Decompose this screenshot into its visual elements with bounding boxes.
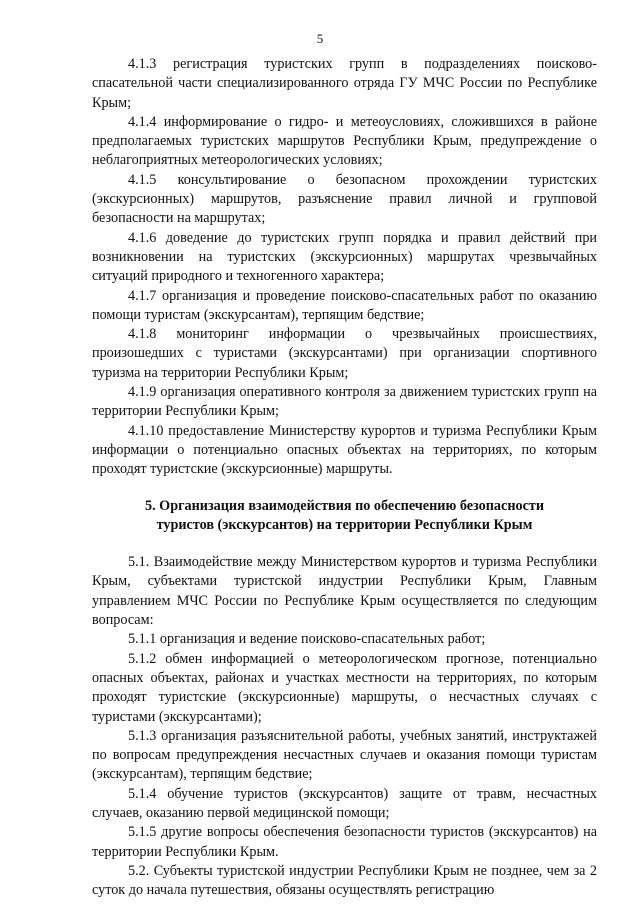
clause-5-1-4: 5.1.4 обучение туристов (экскурсантов) защите от травм, несчастных случаев, оказанию первой медицинской помощи; bbox=[92, 785, 597, 821]
clause-4-1-8: 4.1.8 мониторинг информации о чрезвычайных происшествиях, произошедших с туристами (экскурсантами) при организации спортивного туризма на территории Республики Крым; bbox=[92, 326, 597, 381]
clause-5-1-5: 5.1.5 другие вопросы обеспечения безопасности туристов (экскурсантов) на территории Республики Крым. bbox=[92, 824, 597, 860]
clause-4-1-6: 4.1.6 доведение до туристских групп порядка и правил действий при возникновении на туристских (экскурсионных) маршрутах чрезвычайных ситуаций природного и техногенного характера; bbox=[92, 229, 597, 285]
page-number: 5 bbox=[316, 31, 324, 46]
clause-5-1-1: 5.1.1 организация и ведение поисково-спасательных работ; bbox=[128, 631, 486, 648]
clause-5-2: 5.2. Субъекты туристской индустрии Республики Крым не позднее, чем за 2 суток до начала путешествия, обязаны осуществлять регистрацию bbox=[92, 862, 597, 899]
clause-4-1-4: 4.1.4 информирование о гидро- и метеоусловиях, сложившихся в районе предполагаемых туристских маршрутов Республики Крым, предупреждение о неблагоприятных метеорологических условиях; bbox=[92, 113, 597, 169]
clause-4-1-9: 4.1.9 организация оперативного контроля за движением туристских групп на территории Республики Крым; bbox=[92, 384, 597, 420]
section-5-heading-line-1: 5. Организация взаимодействия по обеспечению безопасности bbox=[144, 497, 545, 514]
clause-5-1: 5.1. Взаимодействие между Министерством курортов и туризма Республики Крым, субъектами туристской индустрии Республики Крым, Главным управлением МЧС России по Республике Крым осуществляется по следующим вопросам: bbox=[92, 554, 597, 629]
section-5-heading-line-2: туристов (экскурсантов) на территории Республики Крым bbox=[156, 516, 533, 533]
document-body bbox=[92, 55, 597, 900]
section-5-heading bbox=[92, 497, 597, 536]
clause-4-1-10: 4.1.10 предоставление Министерству курортов и туризма Республики Крым информации о потенциально опасных объектах на территориях, по которым проходят туристские (экскурсионные) маршруты. bbox=[92, 422, 597, 478]
clause-5-1-2: 5.1.2 обмен информацией о метеорологическом прогнозе, потенциально опасных объектах, районах и участках местности на территориях, по которым проходят туристские (экскурсионные) маршруты, о несчастных случаях с туристами (экскурсантами); bbox=[92, 650, 597, 725]
clause-4-1-5: 4.1.5 консультирование о безопасном прохождении туристских (экскурсионных) маршрутов, разъяснение правил личной и групповой безопасности на маршрутах; bbox=[92, 171, 597, 227]
clause-5-1-3: 5.1.3 организация разъяснительной работы, учебных занятий, инструктажей по вопросам предупреждения несчастных случаев и оказания помощи туристам (экскурсантам), терпящим бедствие; bbox=[92, 727, 597, 783]
clause-4-1-7: 4.1.7 организация и проведение поисково-спасательных работ по оказанию помощи туристам (экскурсантам), терпящим бедствие; bbox=[92, 287, 597, 323]
clause-4-1-3: 4.1.3 регистрация туристских групп в подразделениях поисково-спасательной части специализированного отряда ГУ МЧС России по Республике Крым; bbox=[92, 56, 597, 111]
